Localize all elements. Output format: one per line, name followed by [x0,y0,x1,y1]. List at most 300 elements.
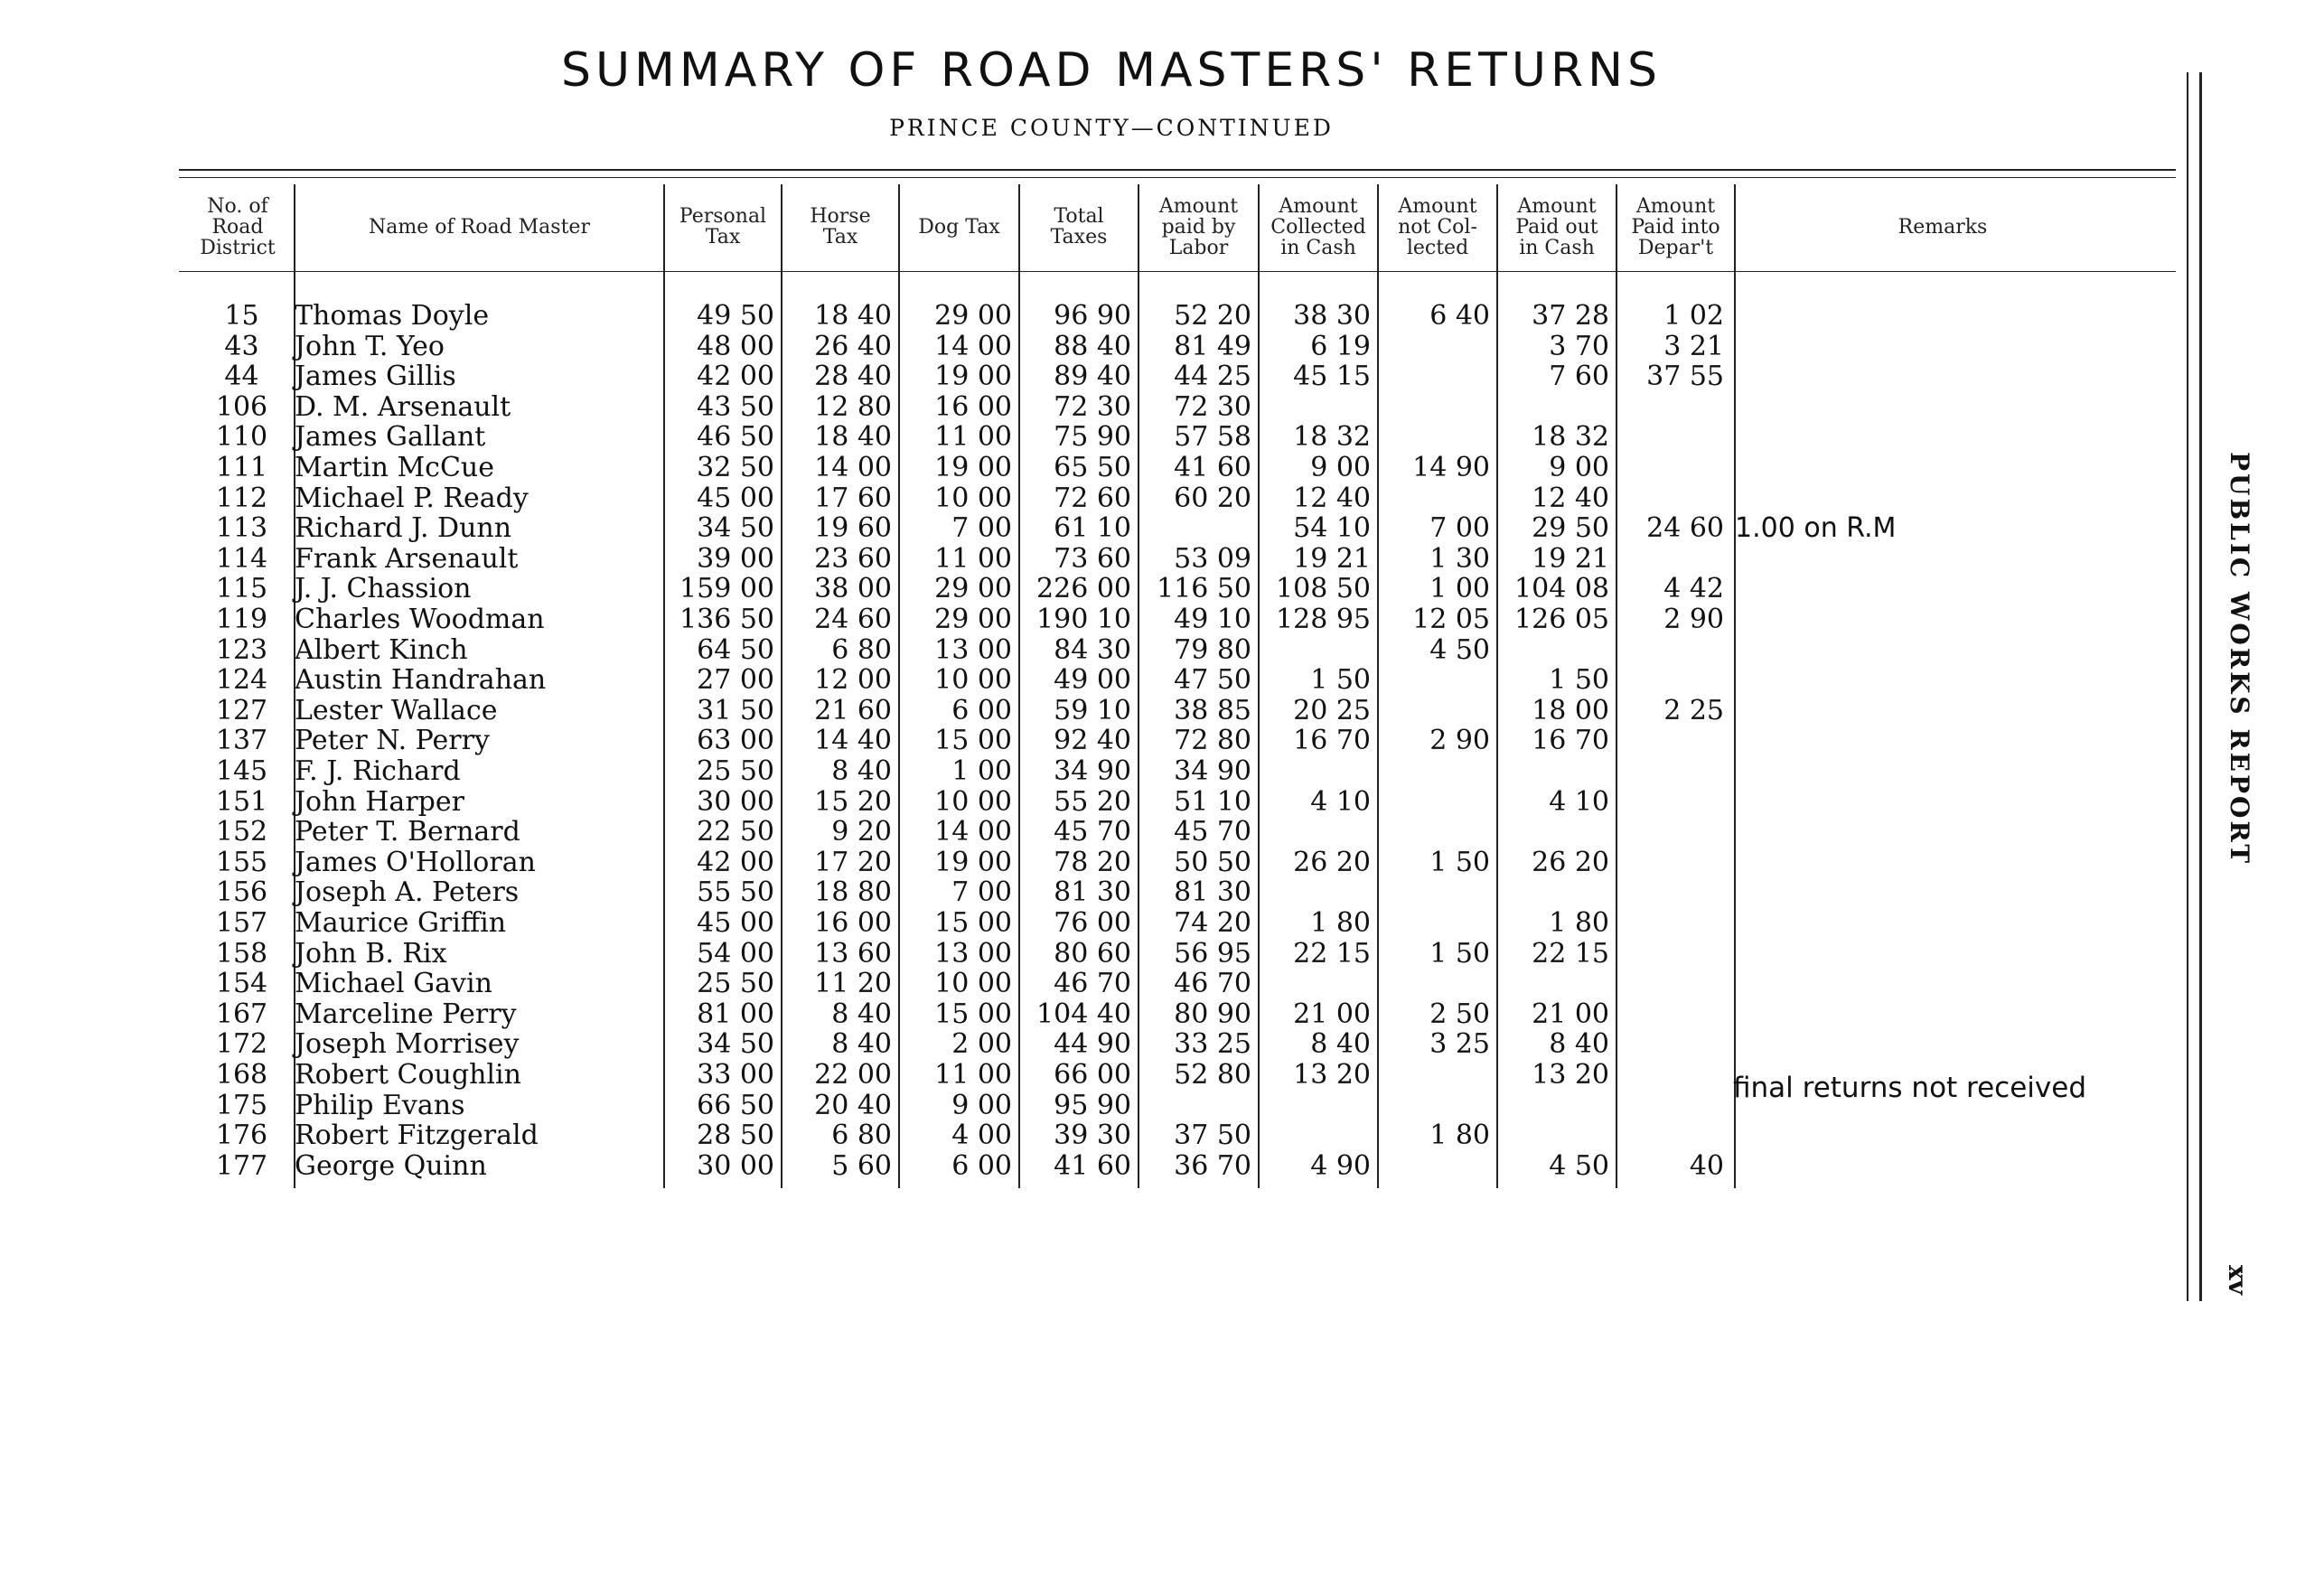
cell-personal: 81 00 [697,998,774,1030]
table-row [0,848,2169,878]
cell-horse: 23 60 [814,542,892,575]
cell-horse: 5 60 [831,1149,892,1182]
header-rule-top [179,169,2176,171]
cell-labor: 80 90 [1174,998,1251,1030]
cell-horse: 24 60 [814,604,892,635]
cell-dog: 13 00 [934,633,1012,666]
cell-personal: 22 50 [697,816,774,848]
cell-cash: 20 25 [1293,694,1371,726]
table-row [0,453,2169,483]
cell-total: 34 90 [1054,755,1131,787]
cell-personal: 25 50 [697,968,774,1000]
cell-notcol: 1 80 [1429,1120,1490,1152]
cell-dog: 10 00 [934,664,1012,697]
cell-dog: 7 00 [951,512,1012,545]
cell-horse: 15 20 [814,785,892,818]
cell-district: 175 [215,1089,268,1121]
column-header [1139,186,1259,267]
cell-district: 167 [215,998,268,1030]
cell-name: John Harper [295,785,464,818]
table-row [0,665,2169,696]
cell-total: 96 90 [1054,300,1131,332]
cell-district: 158 [215,937,268,970]
cell-dog: 29 00 [934,604,1012,635]
cell-total: 88 40 [1054,330,1131,362]
cell-paidout: 3 70 [1549,330,1609,362]
cell-notcol: 6 40 [1429,300,1490,332]
cell-name: Albert Kinch [295,633,468,666]
cell-labor: 47 50 [1174,664,1251,697]
table-row [0,574,2169,604]
cell-paidout: 7 60 [1549,361,1609,393]
cell-name: Austin Handrahan [295,664,547,697]
cell-personal: 30 00 [697,1149,774,1182]
cell-personal: 33 00 [697,1059,774,1091]
cell-labor: 49 10 [1174,604,1251,635]
cell-district: 119 [215,604,268,635]
table-row [0,1120,2169,1151]
cell-total: 45 70 [1054,816,1131,848]
cell-paidout: 13 20 [1532,1059,1609,1091]
cell-cash: 18 32 [1293,421,1371,454]
cell-district: 157 [215,907,268,939]
cell-dog: 4 00 [951,1120,1012,1152]
cell-paidout: 18 00 [1532,694,1609,726]
table-row [0,513,2169,544]
cell-depart: 2 90 [1663,604,1724,635]
cell-personal: 54 00 [697,937,774,970]
cell-cash: 8 40 [1310,1028,1371,1061]
cell-name: Joseph A. Peters [295,876,520,909]
cell-district: 114 [215,542,268,575]
cell-total: 75 90 [1054,421,1131,454]
column-header-label: Amount Collected in Cash [1270,194,1366,259]
cell-district: 156 [215,876,268,909]
cell-dog: 15 00 [934,998,1012,1030]
cell-labor: 53 09 [1174,542,1251,575]
cell-cash: 4 90 [1310,1149,1371,1182]
cell-personal: 55 50 [697,876,774,909]
cell-name: Robert Coughlin [295,1059,521,1091]
cell-horse: 14 40 [814,725,892,757]
cell-depart: 3 21 [1663,330,1724,362]
cell-horse: 8 40 [831,755,892,787]
cell-personal: 49 50 [697,300,774,332]
column-header [1259,186,1378,267]
cell-horse: 17 20 [814,846,892,878]
column-header-label: Remarks [1898,215,1988,239]
cell-notcol: 12 05 [1412,604,1490,635]
cell-dog: 10 00 [934,968,1012,1000]
cell-notcol: 2 50 [1429,998,1490,1030]
cell-notcol: 4 50 [1429,633,1490,666]
cell-cash: 128 95 [1276,604,1371,635]
cell-notcol: 7 00 [1429,512,1490,545]
table-row [0,332,2169,362]
cell-personal: 136 50 [679,604,774,635]
cell-name: James O'Holloran [295,846,536,878]
cell-total: 61 10 [1054,512,1131,545]
cell-labor: 51 10 [1174,785,1251,818]
cell-total: 78 20 [1054,846,1131,878]
cell-district: 43 [224,330,259,362]
cell-depart: 1 02 [1663,300,1724,332]
cell-cash: 9 00 [1310,452,1371,483]
cell-personal: 43 50 [697,390,774,423]
cell-cash: 45 15 [1293,361,1371,393]
cell-dog: 11 00 [934,421,1012,454]
cell-dog: 15 00 [934,725,1012,757]
cell-dog: 14 00 [934,330,1012,362]
cell-labor: 57 58 [1174,421,1251,454]
cell-total: 49 00 [1054,664,1131,697]
table-row [0,392,2169,423]
table-row [0,1029,2169,1060]
cell-district: 115 [215,573,268,605]
cell-personal: 159 00 [679,573,774,605]
cell-horse: 21 60 [814,694,892,726]
cell-total: 104 40 [1036,998,1131,1030]
cell-paidout: 37 28 [1532,300,1609,332]
table-row [0,544,2169,575]
column-header-label: Amount not Col- lected [1398,194,1477,259]
column-header [899,186,1019,267]
table-row [0,787,2169,818]
cell-dog: 13 00 [934,937,1012,970]
table-row [0,483,2169,514]
cell-dog: 10 00 [934,785,1012,818]
cell-horse: 19 60 [814,512,892,545]
cell-name: Marceline Perry [295,998,517,1030]
cell-horse: 14 00 [814,452,892,483]
cell-district: 127 [215,694,268,726]
cell-name: Michael Gavin [295,968,492,1000]
cell-cash: 1 50 [1310,664,1371,697]
cell-dog: 7 00 [951,876,1012,909]
cell-total: 66 00 [1054,1059,1131,1091]
cell-name: James Gallant [295,421,486,454]
cell-labor: 52 80 [1174,1059,1251,1091]
cell-remarks: 1.00 on R.M [1735,512,1897,545]
cell-personal: 25 50 [697,755,774,787]
cell-personal: 32 50 [697,452,774,483]
cell-notcol: 1 00 [1429,573,1490,605]
column-header-label: Name of Road Master [369,215,590,239]
column-header [1616,186,1735,267]
cell-district: 145 [215,755,268,787]
cell-dog: 19 00 [934,361,1012,393]
cell-horse: 18 80 [814,876,892,909]
cell-cash: 16 70 [1293,725,1371,757]
cell-labor: 38 85 [1174,694,1251,726]
cell-paidout: 4 10 [1549,785,1609,818]
cell-personal: 27 00 [697,664,774,697]
cell-cash: 13 20 [1293,1059,1371,1091]
column-header-label: Dog Tax [918,215,1000,239]
cell-horse: 6 80 [831,1120,892,1152]
cell-labor: 56 95 [1174,937,1251,970]
cell-paidout: 21 00 [1532,998,1609,1030]
right-margin-rule [2187,72,2188,1301]
cell-district: 44 [224,361,259,393]
cell-district: 124 [215,664,268,697]
column-header-label: Horse Tax [810,205,871,248]
cell-labor: 36 70 [1174,1149,1251,1182]
cell-dog: 11 00 [934,542,1012,575]
cell-horse: 28 40 [814,361,892,393]
table-row [0,939,2169,970]
cell-personal: 63 00 [697,725,774,757]
cell-personal: 34 50 [697,512,774,545]
cell-horse: 16 00 [814,907,892,939]
cell-name: James Gillis [295,361,456,393]
cell-total: 59 10 [1054,694,1131,726]
column-header-label: Personal Tax [679,205,767,248]
cell-personal: 64 50 [697,633,774,666]
header-rule-second [179,177,2176,178]
cell-total: 72 60 [1054,482,1131,514]
cell-total: 190 10 [1036,604,1131,635]
cell-labor: 50 50 [1174,846,1251,878]
table-row [0,301,2169,332]
cell-district: 154 [215,968,268,1000]
cell-personal: 45 00 [697,482,774,514]
cell-name: Richard J. Dunn [295,512,512,545]
column-header [295,186,664,267]
cell-depart: 4 42 [1663,573,1724,605]
cell-name: George Quinn [295,1149,487,1182]
cell-district: 168 [215,1059,268,1091]
cell-total: 89 40 [1054,361,1131,393]
cell-dog: 14 00 [934,816,1012,848]
cell-personal: 42 00 [697,846,774,878]
cell-dog: 15 00 [934,907,1012,939]
right-margin-rule-thick [2199,72,2202,1301]
cell-personal: 45 00 [697,907,774,939]
table-row [0,756,2169,787]
cell-name: Frank Arsenault [295,542,519,575]
cell-dog: 29 00 [934,573,1012,605]
cell-labor: 72 80 [1174,725,1251,757]
table-row [0,696,2169,726]
cell-paidout: 8 40 [1549,1028,1609,1061]
cell-labor: 79 80 [1174,633,1251,666]
cell-district: 152 [215,816,268,848]
cell-district: 151 [215,785,268,818]
cell-labor: 41 60 [1174,452,1251,483]
cell-dog: 9 00 [951,1089,1012,1121]
cell-personal: 42 00 [697,361,774,393]
cell-cash: 4 10 [1310,785,1371,818]
cell-notcol: 1 50 [1429,937,1490,970]
cell-notcol: 2 90 [1429,725,1490,757]
column-header [1378,186,1497,267]
cell-paidout: 1 80 [1549,907,1609,939]
table-row [0,908,2169,939]
cell-total: 84 30 [1054,633,1131,666]
cell-horse: 18 40 [814,421,892,454]
cell-horse: 20 40 [814,1089,892,1121]
cell-name: Maurice Griffin [295,907,507,939]
cell-horse: 6 80 [831,633,892,666]
cell-horse: 38 00 [814,573,892,605]
cell-cash: 12 40 [1293,482,1371,514]
column-header [181,186,295,267]
cell-total: 92 40 [1054,725,1131,757]
cell-depart: 37 55 [1646,361,1724,393]
cell-name: Lester Wallace [295,694,498,726]
cell-horse: 11 20 [814,968,892,1000]
column-header [782,186,899,267]
cell-district: 106 [215,390,268,423]
side-running-head: PUBLIC WORKS REPORT [2225,452,2254,867]
cell-personal: 30 00 [697,785,774,818]
column-header-label: Total Taxes [1050,205,1108,248]
cell-total: 55 20 [1054,785,1131,818]
cell-total: 226 00 [1036,573,1131,605]
cell-paidout: 19 21 [1532,542,1609,575]
table-row [0,1151,2169,1182]
cell-dog: 1 00 [951,755,1012,787]
cell-total: 44 90 [1054,1028,1131,1061]
cell-personal: 48 00 [697,330,774,362]
cell-paidout: 18 32 [1532,421,1609,454]
cell-total: 73 60 [1054,542,1131,575]
cell-name: John T. Yeo [295,330,445,362]
table-row [0,422,2169,453]
cell-paidout: 126 05 [1514,604,1609,635]
cell-labor: 34 90 [1174,755,1251,787]
cell-cash: 1 80 [1310,907,1371,939]
cell-name: Michael P. Ready [295,482,529,514]
column-header [1019,186,1139,267]
cell-paidout: 22 15 [1532,937,1609,970]
header-rule-bottom [179,271,2176,272]
cell-dog: 6 00 [951,1149,1012,1182]
cell-cash: 6 19 [1310,330,1371,362]
column-header-label: Amount paid by Labor [1158,194,1239,259]
cell-labor: 81 30 [1174,876,1251,909]
cell-cash: 26 20 [1293,846,1371,878]
cell-dog: 19 00 [934,846,1012,878]
cell-labor: 52 20 [1174,300,1251,332]
cell-notcol: 1 30 [1429,542,1490,575]
cell-horse: 13 60 [814,937,892,970]
cell-name: D. M. Arsenault [295,390,511,423]
cell-cash: 19 21 [1293,542,1371,575]
cell-cash: 22 15 [1293,937,1371,970]
cell-dog: 29 00 [934,300,1012,332]
table-row [0,877,2169,908]
cell-total: 39 30 [1054,1120,1131,1152]
cell-dog: 10 00 [934,482,1012,514]
cell-labor: 46 70 [1174,968,1251,1000]
cell-total: 95 90 [1054,1089,1131,1121]
cell-paidout: 26 20 [1532,846,1609,878]
cell-cash: 38 30 [1293,300,1371,332]
cell-personal: 46 50 [697,421,774,454]
cell-dog: 19 00 [934,452,1012,483]
table-row [0,999,2169,1030]
table-row [0,604,2169,635]
cell-labor: 60 20 [1174,482,1251,514]
cell-horse: 12 80 [814,390,892,423]
cell-paidout: 1 50 [1549,664,1609,697]
cell-paidout: 16 70 [1532,725,1609,757]
cell-district: 110 [215,421,268,454]
cell-horse: 17 60 [814,482,892,514]
cell-personal: 28 50 [697,1120,774,1152]
cell-total: 46 70 [1054,968,1131,1000]
column-header-label: No. of Road District [200,194,276,259]
cell-name: Thomas Doyle [295,300,490,332]
cell-district: 137 [215,725,268,757]
cell-total: 76 00 [1054,907,1131,939]
cell-district: 111 [215,452,268,483]
cell-dog: 6 00 [951,694,1012,726]
cell-name: F. J. Richard [295,755,461,787]
final-returns-note: final returns not received [1733,1072,2087,1104]
cell-labor: 44 25 [1174,361,1251,393]
column-header-label: Amount Paid into Depar't [1631,194,1720,259]
cell-labor: 72 30 [1174,390,1251,423]
cell-depart: 2 25 [1663,694,1724,726]
page-subtitle: PRINCE COUNTY—CONTINUED [889,115,1334,141]
cell-horse: 8 40 [831,998,892,1030]
cell-district: 113 [215,512,268,545]
cell-total: 41 60 [1054,1149,1131,1182]
cell-cash: 21 00 [1293,998,1371,1030]
cell-labor: 74 20 [1174,907,1251,939]
cell-district: 123 [215,633,268,666]
cell-labor: 37 50 [1174,1120,1251,1152]
cell-notcol: 3 25 [1429,1028,1490,1061]
cell-total: 72 30 [1054,390,1131,423]
cell-district: 155 [215,846,268,878]
cell-horse: 8 40 [831,1028,892,1061]
cell-district: 176 [215,1120,268,1152]
cell-cash: 54 10 [1293,512,1371,545]
cell-dog: 11 00 [934,1059,1012,1091]
table-row [0,361,2169,392]
column-header [1497,186,1616,267]
cell-depart: 24 60 [1646,512,1724,545]
cell-name: Charles Woodman [295,604,545,635]
table-row [0,726,2169,756]
cell-cash: 108 50 [1276,573,1371,605]
cell-district: 15 [224,300,259,332]
cell-notcol: 1 50 [1429,846,1490,878]
table-row [0,969,2169,999]
column-header [1735,186,2151,267]
cell-name: Peter T. Bernard [295,816,520,848]
cell-dog: 16 00 [934,390,1012,423]
page-number: xv [2223,1265,2253,1295]
cell-labor: 116 50 [1157,573,1251,605]
cell-personal: 31 50 [697,694,774,726]
cell-horse: 26 40 [814,330,892,362]
column-header [664,186,782,267]
column-header-label: Amount Paid out in Cash [1515,194,1598,259]
cell-horse: 9 20 [831,816,892,848]
cell-horse: 18 40 [814,300,892,332]
cell-dog: 2 00 [951,1028,1012,1061]
cell-personal: 34 50 [697,1028,774,1061]
table-row [0,817,2169,848]
cell-name: Joseph Morrisey [295,1028,520,1061]
cell-paidout: 9 00 [1549,452,1609,483]
cell-total: 80 60 [1054,937,1131,970]
